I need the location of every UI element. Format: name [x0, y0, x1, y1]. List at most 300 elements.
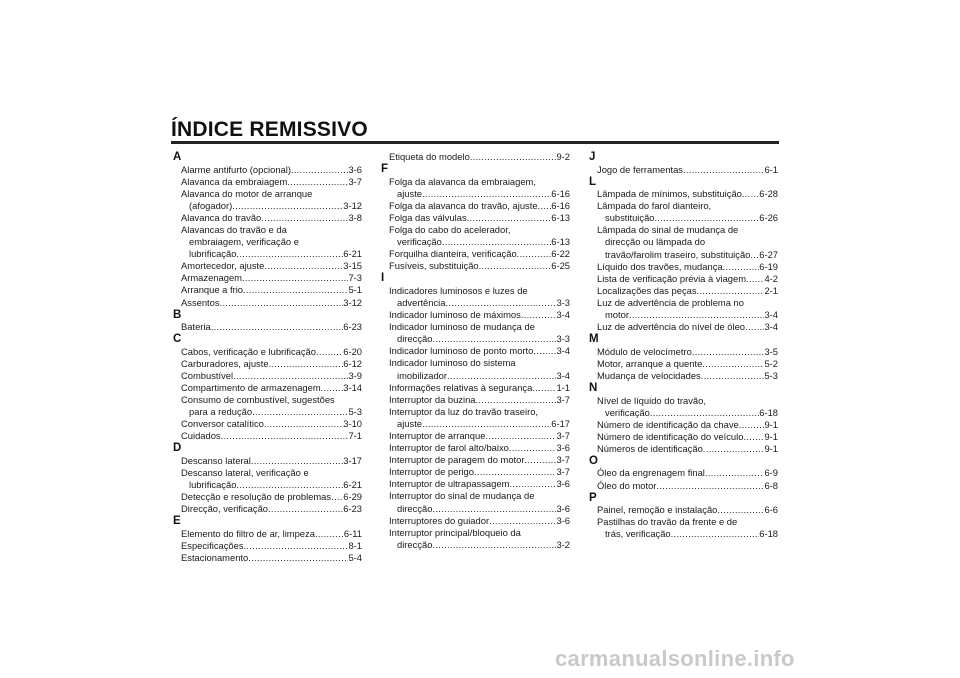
- page-number: 3-17: [343, 454, 362, 466]
- dot-leader: [697, 285, 765, 297]
- index-entry-text: Número de identificação do veículo: [597, 430, 744, 442]
- index-entry[interactable]: [589, 516, 778, 540]
- index-entry-text: Alavanca do travão: [181, 211, 262, 223]
- index-entry-text: Estacionamento: [181, 552, 249, 564]
- page-number: 6-13: [551, 211, 570, 223]
- section-letter: E: [173, 515, 181, 528]
- page-number: 3-7: [348, 175, 362, 187]
- index-entry[interactable]: [589, 395, 778, 419]
- index-entry[interactable]: [381, 200, 570, 212]
- index-entry-text: Carburadores, ajuste: [181, 357, 269, 369]
- page-number: 3-6: [556, 514, 570, 526]
- index-column-2: [381, 151, 570, 551]
- index-entry-text: Combustível: [181, 369, 234, 381]
- dot-leader: [489, 515, 556, 527]
- page-number: 6-18: [759, 406, 778, 418]
- index-entry[interactable]: [589, 346, 778, 358]
- index-entry-text: lubrificação: [189, 248, 237, 260]
- index-entry[interactable]: [589, 358, 778, 370]
- index-entry-text: direcção ou lâmpada do: [605, 236, 706, 248]
- index-entry[interactable]: [173, 382, 362, 394]
- index-entry-text: Especificações: [181, 540, 244, 552]
- dot-leader: [538, 200, 552, 212]
- index-entry-text: Óleo do motor: [597, 479, 657, 491]
- index-entry-text: Indicador luminoso de mudança de: [389, 321, 535, 333]
- index-entry-text: Cuidados: [181, 430, 221, 442]
- index-entry-text: Descanso lateral, verificação e: [181, 467, 309, 479]
- page-number: 3-7: [556, 454, 570, 466]
- page-number: 3-3: [556, 333, 570, 345]
- index-entry-text: Lâmpada do farol dianteiro,: [597, 200, 712, 212]
- page-number: 9-2: [556, 151, 570, 162]
- index-entry[interactable]: [173, 455, 362, 467]
- page-number: 6-22: [551, 248, 570, 260]
- index-entry[interactable]: [589, 200, 778, 224]
- index-entry-text: Consumo de combustível, sugestões: [181, 394, 335, 406]
- dot-leader: [251, 455, 343, 467]
- index-entry-text: Alarme antifurto (opcional): [181, 163, 291, 175]
- index-entry[interactable]: [381, 151, 570, 163]
- index-entry[interactable]: [589, 224, 778, 260]
- dot-leader: [252, 406, 348, 418]
- page-number: 6-26: [759, 212, 778, 224]
- dot-leader: [479, 260, 552, 272]
- index-entry-text: Descanso lateral: [181, 454, 251, 466]
- index-entry[interactable]: [173, 540, 362, 552]
- index-entry[interactable]: [589, 443, 778, 455]
- page-number: 5-3: [348, 406, 362, 418]
- index-entry[interactable]: [381, 224, 570, 248]
- page-number: 3-14: [343, 382, 362, 393]
- dot-leader: [291, 164, 348, 176]
- index-entry-text: Número de identificação da chave: [597, 418, 739, 430]
- index-entry-text: Interruptor do sinal de mudança de: [389, 490, 535, 502]
- index-entry[interactable]: [173, 164, 362, 176]
- dot-leader: [221, 430, 349, 442]
- index-entry[interactable]: [173, 503, 362, 515]
- page-number: 6-18: [759, 528, 778, 540]
- dot-leader: [211, 321, 344, 333]
- index-entry[interactable]: [381, 527, 570, 551]
- dot-leader: [683, 164, 764, 176]
- dot-leader: [517, 248, 552, 260]
- index-entry-text: verificação: [605, 406, 650, 418]
- index-entry[interactable]: [173, 491, 362, 503]
- page-number: 3-6: [556, 442, 570, 454]
- page-number: 7-3: [348, 272, 362, 284]
- watermark: carmanualsonline.info: [555, 646, 795, 671]
- title-underline: [171, 141, 779, 144]
- section-letter: M: [589, 333, 599, 346]
- index-column-1: [173, 151, 362, 564]
- dot-leader: [742, 188, 759, 200]
- dot-leader: [248, 552, 348, 564]
- index-entry-text: ajuste: [397, 417, 423, 429]
- section-letter: C: [173, 333, 182, 346]
- index-entry-text: imobilizador: [397, 369, 448, 381]
- index-entry-text: Folga da alavanca do travão, ajuste: [389, 199, 538, 211]
- dot-leader: [269, 358, 344, 370]
- index-entry[interactable]: [589, 467, 778, 479]
- index-entry-text: Indicador luminoso do sistema: [389, 357, 516, 369]
- dot-leader: [671, 528, 760, 540]
- index-entry-text: ajuste: [397, 187, 423, 199]
- index-entry[interactable]: [589, 480, 778, 492]
- dot-leader: [717, 504, 764, 516]
- index-entry-text: direcção: [397, 538, 433, 550]
- dot-leader: [509, 442, 557, 454]
- index-entry-text: Folga da alavanca da embraiagem,: [389, 175, 536, 187]
- page-number: 6-11: [343, 527, 362, 539]
- index-entry-text: Números de identificação: [597, 442, 703, 454]
- index-entry-text: Detecção e resolução de problemas: [181, 491, 332, 503]
- index-entry[interactable]: [381, 394, 570, 406]
- page-number: 3-12: [343, 199, 362, 211]
- index-entry[interactable]: [381, 478, 570, 490]
- index-entry[interactable]: [589, 431, 778, 443]
- page-number: 5-3: [764, 369, 778, 381]
- dot-leader: [442, 236, 551, 248]
- index-entry[interactable]: [381, 490, 570, 514]
- index-entry[interactable]: [381, 260, 570, 272]
- index-entry[interactable]: [381, 454, 570, 466]
- page-number: 3-12: [343, 296, 362, 308]
- section-letter: J: [589, 151, 596, 163]
- dot-leader: [331, 491, 343, 503]
- dot-leader: [743, 431, 764, 443]
- index-entry[interactable]: [173, 358, 362, 370]
- index-entry[interactable]: [381, 406, 570, 430]
- index-entry[interactable]: [173, 552, 362, 564]
- section-letter: I: [381, 272, 385, 285]
- index-entry-text: Módulo de velocímetro: [597, 345, 692, 357]
- index-entry[interactable]: [381, 382, 570, 394]
- index-entry-text: direcção: [397, 502, 433, 514]
- index-entry-text: advertência: [397, 296, 446, 308]
- index-entry-text: Etiqueta do modelo: [389, 151, 470, 162]
- index-entry-text: Interruptor de ultrapassagem: [389, 478, 510, 490]
- dot-leader: [532, 382, 556, 394]
- index-entry-text: direcção: [397, 333, 433, 345]
- index-entry[interactable]: [173, 528, 362, 540]
- section-letter: P: [589, 491, 597, 504]
- dot-leader: [264, 418, 343, 430]
- index-entry[interactable]: [173, 394, 362, 418]
- index-entry-text: lubrificação: [189, 479, 237, 491]
- index-entry[interactable]: [381, 285, 570, 309]
- index-entry-text: Interruptor de farol alto/baixo: [389, 442, 509, 454]
- page-number: 3-10: [343, 418, 362, 430]
- index-entry-text: Alavancas do travão e da: [181, 223, 287, 235]
- page-number: 3-4: [764, 321, 778, 333]
- dot-leader: [629, 309, 764, 321]
- dot-leader: [705, 467, 765, 479]
- index-entry-text: Lâmpada do sinal de mudança de: [597, 224, 739, 236]
- index-entry[interactable]: [173, 224, 362, 260]
- index-entry[interactable]: [589, 504, 778, 516]
- index-entry[interactable]: [589, 273, 778, 285]
- page-number: 3-6: [556, 478, 570, 490]
- index-entry[interactable]: [173, 418, 362, 430]
- index-entry-text: Líquido dos travões, mudança: [597, 260, 723, 272]
- dot-leader: [422, 418, 551, 430]
- dot-leader: [264, 260, 343, 272]
- index-entry[interactable]: [173, 272, 362, 284]
- index-entry-text: Conversor catalítico: [181, 418, 264, 430]
- index-entry-text: Cabos, verificação e lubrificação: [181, 345, 316, 357]
- index-entry[interactable]: [173, 260, 362, 272]
- index-entry-text: Interruptor da buzina: [389, 393, 476, 405]
- index-entry-text: Folga do cabo do acelerador,: [389, 223, 511, 235]
- index-entry[interactable]: [173, 346, 362, 358]
- index-entry[interactable]: [173, 188, 362, 212]
- index-entry-text: Luz de advertência do nível de óleo: [597, 321, 746, 333]
- index-entry-text: Indicadores luminosos e luzes de: [389, 284, 528, 296]
- index-entry[interactable]: [589, 419, 778, 431]
- index-entry-text: Lâmpada de mínimos, substituição: [597, 188, 742, 200]
- index-entry-text: Nível de líquido do travão,: [597, 394, 706, 406]
- page-number: 6-9: [764, 467, 778, 479]
- page-number: 6-23: [343, 321, 362, 333]
- page-number: 3-9: [348, 369, 362, 381]
- page-number: 4-2: [764, 272, 778, 284]
- dot-leader: [244, 540, 349, 552]
- index-entry[interactable]: [381, 321, 570, 345]
- index-entry[interactable]: [381, 357, 570, 381]
- index-entry[interactable]: [381, 430, 570, 442]
- page-number: 2-1: [764, 284, 778, 296]
- dot-leader: [746, 273, 764, 285]
- index-entry[interactable]: [381, 309, 570, 321]
- page-number: 6-23: [343, 503, 362, 515]
- dot-leader: [432, 539, 556, 551]
- index-entry[interactable]: [381, 515, 570, 527]
- dot-leader: [723, 261, 760, 273]
- index-entry-text: Bateria: [181, 321, 211, 333]
- index-entry-text: Elemento do filtro de ar, limpeza: [181, 527, 315, 539]
- section-letter: B: [173, 308, 182, 321]
- page-number: 6-13: [551, 236, 570, 248]
- index-entry-text: Pastilhas do travão da frente e de: [597, 516, 738, 528]
- dot-leader: [476, 394, 557, 406]
- section-letter: A: [173, 151, 182, 163]
- index-entry-text: Alavanca da embraiagem: [181, 175, 288, 187]
- index-column-3: [589, 151, 778, 540]
- index-entry[interactable]: [173, 176, 362, 188]
- index-entry-text: Amortecedor, ajuste: [181, 260, 265, 272]
- index-entry[interactable]: [381, 176, 570, 200]
- index-entry[interactable]: [381, 442, 570, 454]
- page-title: ÍNDICE REMISSIVO: [171, 118, 368, 141]
- dot-leader: [692, 346, 765, 358]
- page-number: 6-12: [343, 357, 362, 369]
- index-entry[interactable]: [589, 261, 778, 273]
- index-entry-text: (afogador): [189, 199, 233, 211]
- dot-leader: [655, 212, 760, 224]
- dot-leader: [467, 212, 552, 224]
- dot-leader: [485, 430, 556, 442]
- index-entry[interactable]: [589, 297, 778, 321]
- index-entry-text: Arranque a frio: [181, 284, 244, 296]
- dot-leader: [243, 284, 348, 296]
- page-number: 6-25: [551, 260, 570, 272]
- index-entry[interactable]: [589, 188, 778, 200]
- index-entry[interactable]: [381, 212, 570, 224]
- index-entry[interactable]: [589, 321, 778, 333]
- index-entry-text: Mudança de velocidades: [597, 369, 701, 381]
- dot-leader: [445, 297, 556, 309]
- dot-leader: [702, 358, 764, 370]
- dot-leader: [533, 345, 556, 357]
- dot-leader: [750, 249, 759, 261]
- page-number: 6-8: [764, 479, 778, 491]
- index-entry-text: Óleo da engrenagem final: [597, 467, 705, 479]
- page-number: 3-3: [556, 296, 570, 308]
- page-number: 6-20: [343, 345, 362, 357]
- index-entry-text: Interruptores do guiador: [389, 514, 490, 526]
- index-entry-text: Direcção, verificação: [181, 503, 269, 515]
- section-letter: L: [589, 175, 597, 188]
- index-entry[interactable]: [381, 248, 570, 260]
- page-number: 1-1: [556, 381, 570, 393]
- page-number: 3-8: [348, 211, 362, 223]
- index-entry[interactable]: [381, 466, 570, 478]
- dot-leader: [236, 479, 343, 491]
- dot-leader: [447, 370, 556, 382]
- dot-leader: [233, 370, 348, 382]
- page-number: 5-4: [348, 552, 362, 564]
- page-number: 3-4: [764, 309, 778, 321]
- index-entry-text: Folga das válvulas: [389, 211, 467, 223]
- index-entry[interactable]: [173, 284, 362, 296]
- dot-leader: [509, 478, 556, 490]
- dot-leader: [701, 370, 765, 382]
- index-entry-text: verificação: [397, 236, 442, 248]
- page-number: 3-7: [556, 393, 570, 405]
- page-number: 5-1: [348, 284, 362, 296]
- index-entry-text: Lista de verificação prévia à viagem: [597, 272, 747, 284]
- page-number: 3-7: [556, 466, 570, 478]
- page-number: 5-2: [764, 357, 778, 369]
- index-entry-text: Alavanca do motor de arranque: [181, 187, 313, 199]
- dot-leader: [315, 528, 344, 540]
- page-number: 9-1: [764, 418, 778, 430]
- page-number: 6-29: [343, 491, 362, 503]
- index-entry-text: Interruptor principal/bloqueio da: [389, 526, 521, 538]
- index-entry-text: trás, verificação: [605, 528, 671, 540]
- dot-leader: [432, 333, 556, 345]
- section-letter: O: [589, 454, 598, 467]
- index-entry-text: Interruptor da luz do travão traseiro,: [389, 405, 539, 417]
- index-entry-text: Luz de advertência de problema no: [597, 296, 744, 308]
- index-entry-text: Fusíveis, substituição: [389, 260, 479, 272]
- index-entry-text: Informações relativas à segurança: [389, 381, 533, 393]
- index-entry[interactable]: [173, 321, 362, 333]
- page-number: 3-4: [556, 345, 570, 357]
- index-entry[interactable]: [589, 164, 778, 176]
- page-number: 6-16: [551, 187, 570, 199]
- index-entry-text: Painel, remoção e instalação: [597, 504, 718, 516]
- index-entry[interactable]: [589, 370, 778, 382]
- dot-leader: [268, 503, 343, 515]
- page-number: 3-7: [556, 429, 570, 441]
- index-entry-text: Motor, arranque a quente: [597, 357, 703, 369]
- section-letter: N: [589, 382, 598, 394]
- page-number: 9-1: [764, 442, 778, 454]
- dot-leader: [525, 454, 557, 466]
- dot-leader: [656, 480, 764, 492]
- page-number: 3-6: [556, 502, 570, 514]
- index-entry[interactable]: [173, 430, 362, 442]
- dot-leader: [474, 466, 556, 478]
- index-entry-text: Interruptor de paragem do motor: [389, 454, 525, 466]
- page-number: 6-17: [551, 417, 570, 429]
- index-entry[interactable]: [589, 285, 778, 297]
- page-number: 6-21: [343, 479, 362, 491]
- index-entry-text: motor: [605, 309, 629, 321]
- page-number: 3-4: [556, 369, 570, 381]
- page-number: 6-16: [551, 199, 570, 211]
- index-entry-text: Interruptor de perigo: [389, 466, 474, 478]
- index-entry[interactable]: [381, 345, 570, 357]
- section-letter: D: [173, 442, 182, 455]
- index-entry[interactable]: [173, 467, 362, 491]
- index-entry-text: Forquilha dianteira, verificação: [389, 248, 517, 260]
- page-number: 6-6: [764, 504, 778, 516]
- dot-leader: [261, 212, 348, 224]
- dot-leader: [236, 248, 343, 260]
- index-entry-text: Jogo de ferramentas: [597, 163, 683, 175]
- index-entry[interactable]: [173, 212, 362, 224]
- page-number: 6-27: [759, 248, 778, 260]
- index-entry-text: Assentos: [181, 296, 220, 308]
- dot-leader: [321, 382, 344, 394]
- dot-leader: [650, 407, 759, 419]
- index-entry-text: Armazenagem: [181, 272, 242, 284]
- dot-leader: [739, 419, 765, 431]
- dot-leader: [316, 346, 343, 358]
- dot-leader: [745, 321, 764, 333]
- dot-leader: [232, 200, 343, 212]
- index-entry-text: para a redução: [189, 406, 253, 418]
- dot-leader: [220, 297, 344, 309]
- dot-leader: [287, 176, 348, 188]
- index-entry-text: embraiagem, verificação e: [189, 236, 299, 248]
- index-entry-text: Indicador luminoso de ponto morto: [389, 345, 534, 357]
- page-number: 3-15: [343, 260, 362, 272]
- index-entry[interactable]: [173, 297, 362, 309]
- page-number: 3-2: [556, 538, 570, 550]
- dot-leader: [432, 503, 556, 515]
- index-entry-text: Indicador luminoso de máximos: [389, 309, 521, 321]
- page-number: 9-1: [764, 430, 778, 442]
- dot-leader: [470, 151, 557, 163]
- page-number: 6-1: [764, 163, 778, 175]
- page-number: 3-4: [556, 309, 570, 321]
- page-number: 6-21: [343, 248, 362, 260]
- index-entry-text: travão/farolim traseiro, substituição: [605, 248, 751, 260]
- index-entry[interactable]: [173, 370, 362, 382]
- dot-leader: [703, 443, 765, 455]
- dot-leader: [422, 188, 551, 200]
- page-number: 7-1: [348, 430, 362, 442]
- page-number: 6-28: [759, 188, 778, 200]
- dot-leader: [242, 272, 348, 284]
- index-entry-text: Localizações das peças: [597, 284, 697, 296]
- page-number: 6-19: [759, 260, 778, 272]
- page-number: 3-5: [764, 345, 778, 357]
- page-number: 8-1: [348, 540, 362, 552]
